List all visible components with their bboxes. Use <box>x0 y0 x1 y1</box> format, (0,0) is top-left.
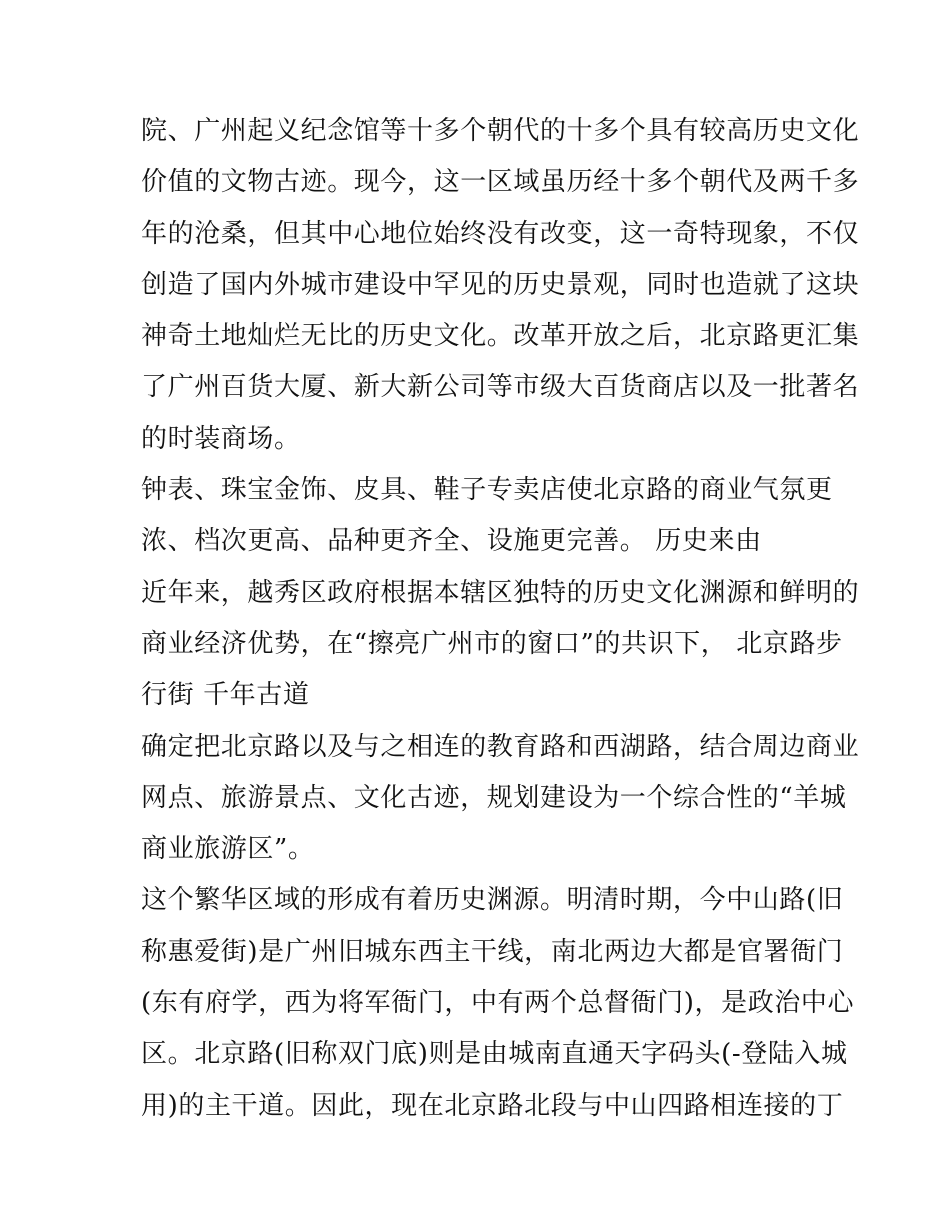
text-line-7: 的时装商场。 <box>141 423 301 454</box>
text-line-8: 钟表、珠宝金饰、皮具、鞋子专卖店使北京路的商业气氛更 <box>141 475 833 506</box>
text-line-11: 商业经济优势，在“擦亮广州市的窗口”的共识下， 北京路步 <box>141 628 843 659</box>
text-line-6: 了广州百货大厦、新大新公司等市级大百货商店以及一批著名 <box>141 372 860 403</box>
text-line-18: (东有府学，西为将军衙门，中有两个总督衙门)，是政治中心 <box>141 988 855 1019</box>
text-line-17: 称惠爱街)是广州旧城东西主干线，南北两边大都是官署衙门 <box>141 936 844 967</box>
text-line-3: 年的沧桑，但其中心地位始终没有改变，这一奇特现象，不仅 <box>141 218 860 249</box>
text-line-2: 价值的文物古迹。现今，这一区域虽历经十多个朝代及两千多 <box>141 167 860 198</box>
text-line-4: 创造了国内外城市建设中罕见的历史景观，同时也造就了这块 <box>141 269 860 300</box>
text-line-10: 近年来，越秀区政府根据本辖区独特的历史文化渊源和鲜明的 <box>141 577 860 608</box>
text-line-14: 网点、旅游景点、文化古迹，规划建设为一个综合性的“羊城 <box>141 782 847 813</box>
text-line-5: 神奇土地灿烂无比的历史文化。改革开放之后，北京路更汇集 <box>141 321 860 352</box>
text-line-9: 浓、档次更高、品种更齐全、设施更完善。 历史来由 <box>141 526 762 557</box>
body-text <box>141 106 860 1132</box>
text-line-13: 确定把北京路以及与之相连的教育路和西湖路，结合周边商业 <box>141 731 860 762</box>
text-line-12: 行街 千年古道 <box>141 680 310 711</box>
text-line-15: 商业旅游区”。 <box>141 834 315 865</box>
text-line-20: 用)的主干道。因此，现在北京路北段与中山四路相连接的丁 <box>141 1090 844 1121</box>
text-line-19: 区。北京路(旧称双门底)则是由城南直通天字码头(-登陆入城 <box>141 1039 848 1070</box>
text-line-1: 院、广州起义纪念馆等十多个朝代的十多个具有较高历史文化 <box>141 116 860 146</box>
text-line-16: 这个繁华区域的形成有着历史渊源。明清时期，今中山路(旧 <box>141 885 844 916</box>
